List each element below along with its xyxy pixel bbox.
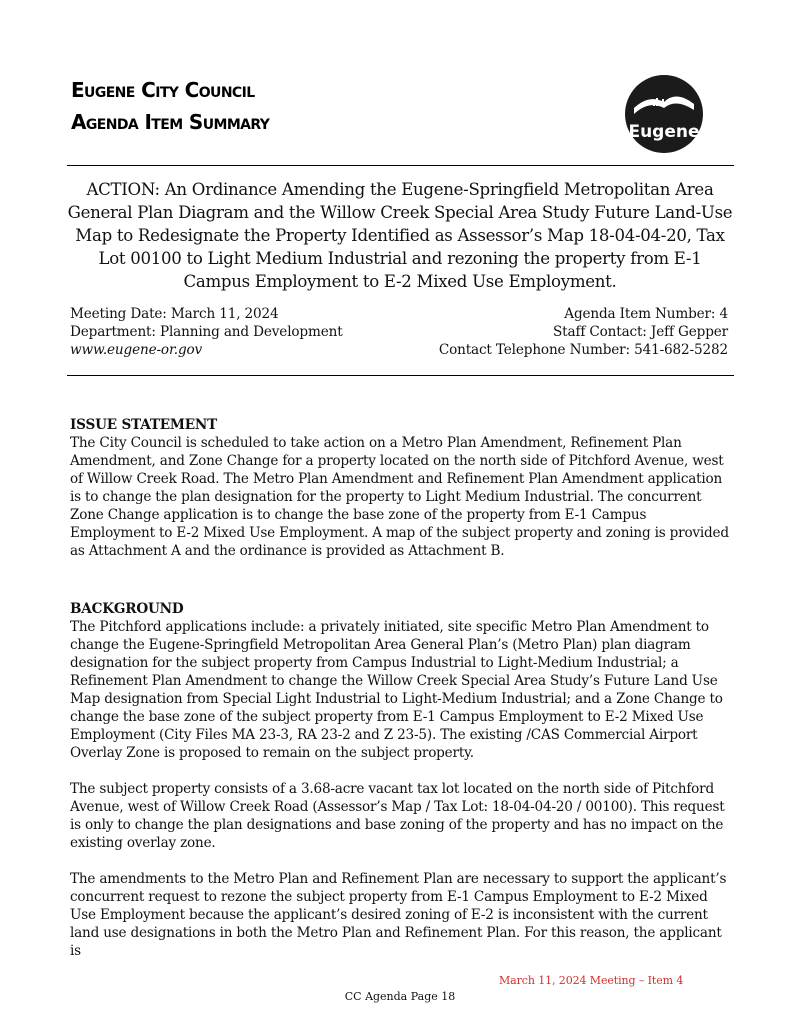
meta-divider [67, 375, 734, 376]
page-number: CC Agenda Page 18 [344, 990, 456, 1003]
issue-statement-section [70, 416, 732, 578]
eugene-logo-icon [624, 74, 704, 154]
action-statement: ACTION: An Ordinance Amending the Eugene-Springfield Metropolitan Area General Plan Diagram and the Willow Creek Special Area Study Future Land-Use Map to Redesignate the Property Identified as Assessor’s Map 18-04-04-20, Tax Lot 00100 to Light Medium Industrial and rezoning the property from E-1 Campus Employment to E-2 Mixed Use Employment. [67, 180, 733, 291]
contact-telephone: Contact Telephone Number: 541-682-5282 [438, 342, 728, 358]
title-line-council: Eugene City Council [71, 78, 255, 102]
meeting-reference: March 11, 2024 Meeting – Item 4 [499, 974, 684, 987]
meeting-date: Meeting Date: March 11, 2024 [70, 306, 279, 322]
meta-left-column [70, 305, 343, 359]
agenda-item-number: Agenda Item Number: 4 [564, 306, 728, 322]
website-link[interactable]: www.eugene-or.gov [70, 342, 203, 358]
meta-right-column [439, 305, 728, 359]
background-paragraph-2: The subject property consists of a 3.68-acre vacant tax lot located on the north side of Pitchford Avenue, west of Willow Creek Road (Assessor’s Map / Tax Lot: 18-04-04-20 / 00100). This request is only to change the plan designations and base zoning of the property and has no impact on the existing overlay zone. [70, 781, 725, 851]
department: Department: Planning and Development [70, 324, 343, 340]
background-paragraph-1: The Pitchford applications include: a privately initiated, site specific Metro Plan Amendment to change the Eugene-Springfield Metropolitan Area General Plan’s (Metro Plan) plan diagram designation for the subject property from Campus Industrial to Light-Medium Industrial; a Refinement Plan Amendment to change the Willow Creek Special Area Study’s Future Land Use Map designation from Special Light Industrial to Light-Medium Industrial; and a Zone Change to change the base zone of the subject property from E-1 Campus Employment to E-2 Mixed Use Employment (City Files MA 23-3, RA 23-2 and Z 23-5). The existing /CAS Commercial Airport Overlay Zone is proposed to remain on the subject property. [70, 619, 723, 761]
background-paragraph-3: The amendments to the Metro Plan and Refinement Plan are necessary to support the applicant’s concurrent request to rezone the subject property from E-1 Campus Employment to E-2 Mixed Use Employment because the applicant’s desired zoning of E-2 is inconsistent with the current land use designations in both the Metro Plan and Refinement Plan. For this reason, the applicant is [70, 871, 727, 959]
document-title [71, 74, 269, 138]
title-line-summary: Agenda Item Summary [71, 110, 270, 134]
background-section [70, 600, 732, 978]
issue-statement-heading: ISSUE STATEMENT [70, 417, 218, 433]
background-heading: BACKGROUND [70, 601, 184, 617]
issue-statement-text: The City Council is scheduled to take action on a Metro Plan Amendment, Refinement Plan Amendment, and Zone Change for a property located on the north side of Pitchford Avenue, west of Willow Creek Road. The Metro Plan Amendment and Refinement Plan Amendment application is to change the plan designation for the property to Light Medium Industrial. The concurrent Zone Change application is to change the base zone of the property from E-1 Campus Employment to E-2 Mixed Use Employment. A map of the subject property and zoning is provided as Attachment A and the ordinance is provided as Attachment B. [70, 435, 729, 559]
logo-text: Eugene [628, 122, 700, 142]
staff-contact: Staff Contact: Jeff Gepper [553, 324, 728, 340]
header-divider [67, 165, 734, 166]
